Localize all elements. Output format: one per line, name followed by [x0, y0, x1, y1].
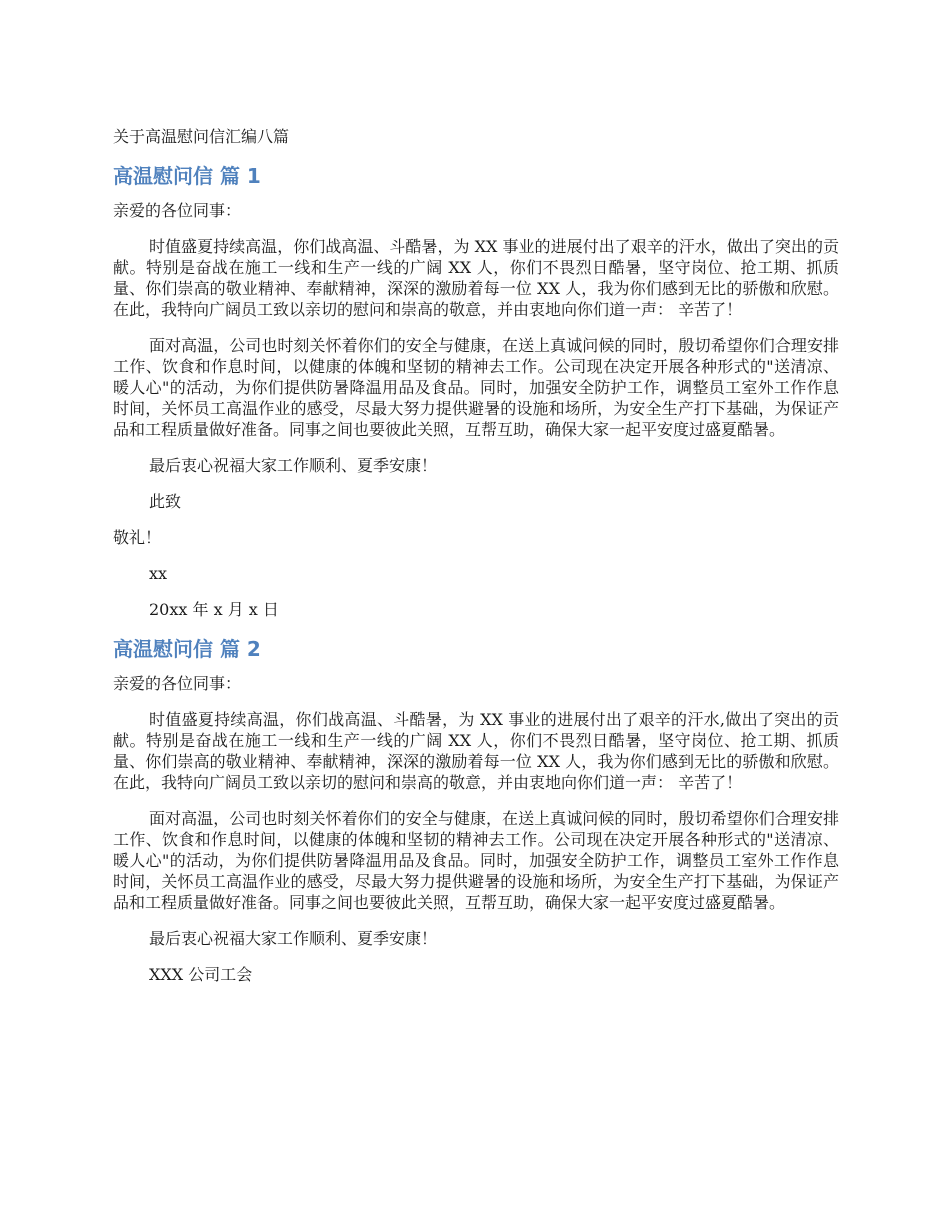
document-page — [113, 126, 839, 1000]
section-2 — [113, 635, 839, 985]
body-paragraph: 面对高温，公司也时刻关怀着你们的安全与健康，在送上真诚问候的同时，殷切希望你们合理安排工作、饮食和作息时间，以健康的体魄和坚韧的精神去工作。公司现在决定开展各种形式的"送清凉、暖人心"的活动，为你们提供防暑降温用品及食品。同时，加强安全防护工作，调整员工室外工作作息时间，关怀员工高温作业的感受，尽最大努力提供避暑的设施和场所，为安全生产打下基础，为保证产品和工程质量做好准备。同事之间也要彼此关照，互帮互助，确保大家一起平安度过盛夏酷暑。 — [113, 336, 839, 439]
closing-wish: 最后衷心祝福大家工作顺利、夏季安康！ — [149, 456, 438, 475]
body-paragraph: 时值盛夏持续高温，你们战高温、斗酷暑，为 XX 事业的进展付出了艰辛的汗水，做出了突出的贡献。特别是奋战在施工一线和生产一线的广阔 XX 人，你们不畏烈日酷暑，坚守岗位、抢工期、抓质量、你们崇高的敬业精神、奉献精神，深深的激励着每一位 XX 人，我为你们感到无比的骄傲和欣慰。在此，我特向广阔员工致以亲切的慰问和崇高的敬意，并由衷地向你们道一声： 辛苦了！ — [113, 237, 839, 319]
closing-jingli: 敬礼！ — [113, 528, 162, 547]
section-heading: 高温慰问信 篇 2 — [113, 637, 261, 661]
body-paragraph: 面对高温，公司也时刻关怀着你们的安全与健康，在送上真诚问候的同时，殷切希望你们合理安排工作、饮食和作息时间，以健康的体魄和坚韧的精神去工作。公司现在决定开展各种形式的"送清凉、暖人心"的活动，为你们提供防暑降温用品及食品。同时，加强安全防护工作，调整员工室外工作作息时间，关怀员工高温作业的感受，尽最大努力提供避暑的设施和场所，为安全生产打下基础，为保证产品和工程质量做好准备。同事之间也要彼此关照，互帮互助，确保大家一起平安度过盛夏酷暑。 — [113, 809, 839, 912]
closing-wish: 最后衷心祝福大家工作顺利、夏季安康！ — [149, 929, 438, 948]
signature: XXX 公司工会 — [149, 965, 253, 984]
section-heading: 高温慰问信 篇 1 — [113, 164, 261, 188]
salutation: 亲爱的各位同事： — [113, 201, 242, 220]
body-paragraph: 时值盛夏持续高温，你们战高温、斗酷暑，为 XX 事业的进展付出了艰辛的汗水,做出了突出的贡献。特别是奋战在施工一线和生产一线的广阔 XX 人，你们不畏烈日酷暑，坚守岗位、抢工期、抓质量、你们崇高的敬业精神、奉献精神，深深的激励着每一位 XX 人，我为你们感到无比的骄傲和欣慰。在此，我特向广阔员工致以亲切的慰问和崇高的敬意，并由衷地向你们道一声： 辛苦了！ — [113, 710, 839, 792]
section-1 — [113, 162, 839, 620]
signature: xx — [149, 564, 168, 583]
document-title: 关于高温慰问信汇编八篇 — [113, 127, 290, 146]
letter-date: 20xx 年 x 月 x 日 — [149, 600, 279, 619]
salutation: 亲爱的各位同事： — [113, 674, 242, 693]
closing-cizhi: 此致 — [149, 492, 182, 511]
